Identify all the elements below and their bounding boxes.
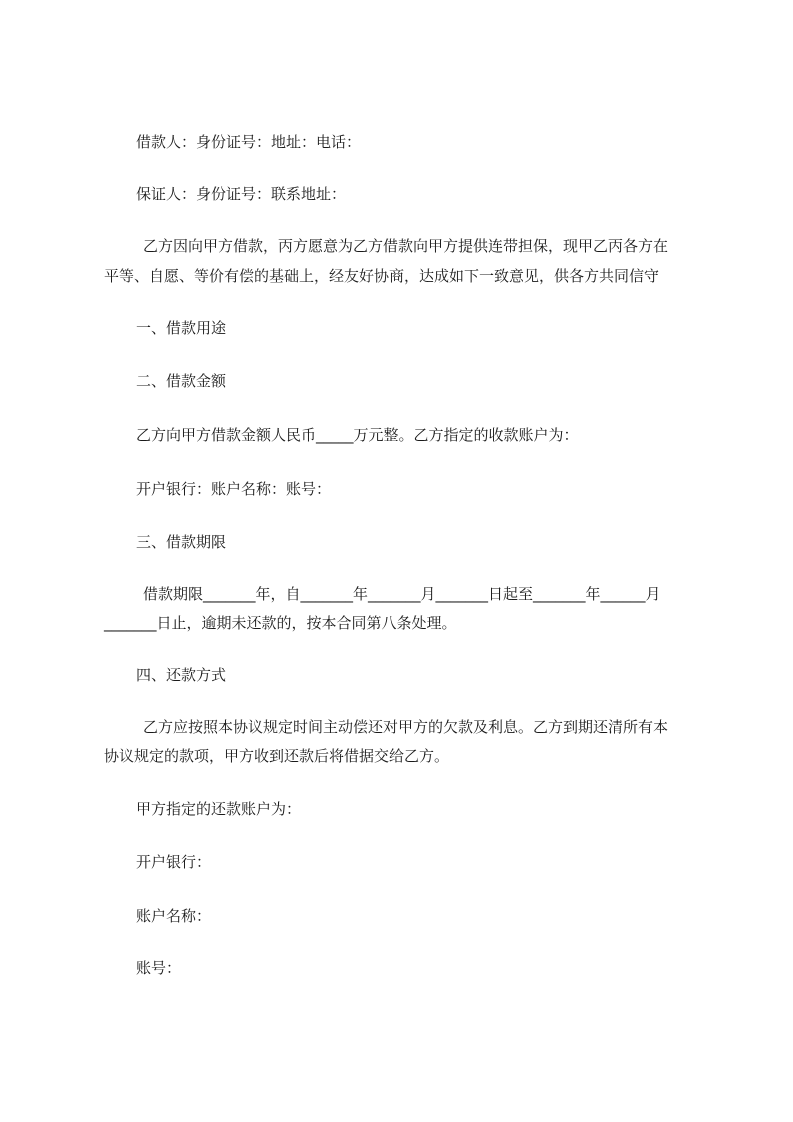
section-title-purpose: 一、借款用途 bbox=[136, 319, 227, 337]
intro-paragraph-line-1: 乙方因向甲方借款，丙方愿意为乙方借款向甲方提供连带担保，现甲乙丙各方在 bbox=[143, 237, 669, 255]
receiving-account-line: 开户银行：账户名称：账号： bbox=[136, 480, 332, 498]
section-title-term: 三、借款期限 bbox=[136, 533, 227, 551]
bank-label: 开户银行： bbox=[136, 853, 212, 871]
repayment-account-intro: 甲方指定的还款账户为： bbox=[136, 800, 302, 818]
term-line-2: _______日止，逾期未还款的，按本合同第八条处理。 bbox=[104, 614, 457, 632]
term-line-1: 借款期限_______年，自_______年_______月_______日起至_______年______月 bbox=[143, 585, 661, 603]
borrower-line: 借款人：身份证号：地址：电话： bbox=[136, 133, 362, 151]
repayment-line-2: 协议规定的款项，甲方收到还款后将借据交给乙方。 bbox=[104, 747, 450, 765]
guarantor-line: 保证人：身份证号：联系地址： bbox=[136, 185, 347, 203]
section-title-repayment: 四、还款方式 bbox=[136, 666, 227, 684]
intro-paragraph-line-2: 平等、自愿、等价有偿的基础上，经友好协商，达成如下一致意见，供各方共同信守 bbox=[104, 267, 660, 285]
repayment-line-1: 乙方应按照本协议规定时间主动偿还对甲方的欠款及利息。乙方到期还清所有本 bbox=[143, 718, 669, 736]
account-name-label: 账户名称： bbox=[136, 907, 212, 925]
section-title-amount: 二、借款金额 bbox=[136, 372, 227, 390]
account-number-label: 账号： bbox=[136, 959, 182, 977]
amount-line: 乙方向甲方借款金额人民币_____万元整。乙方指定的收款账户为： bbox=[136, 426, 579, 444]
